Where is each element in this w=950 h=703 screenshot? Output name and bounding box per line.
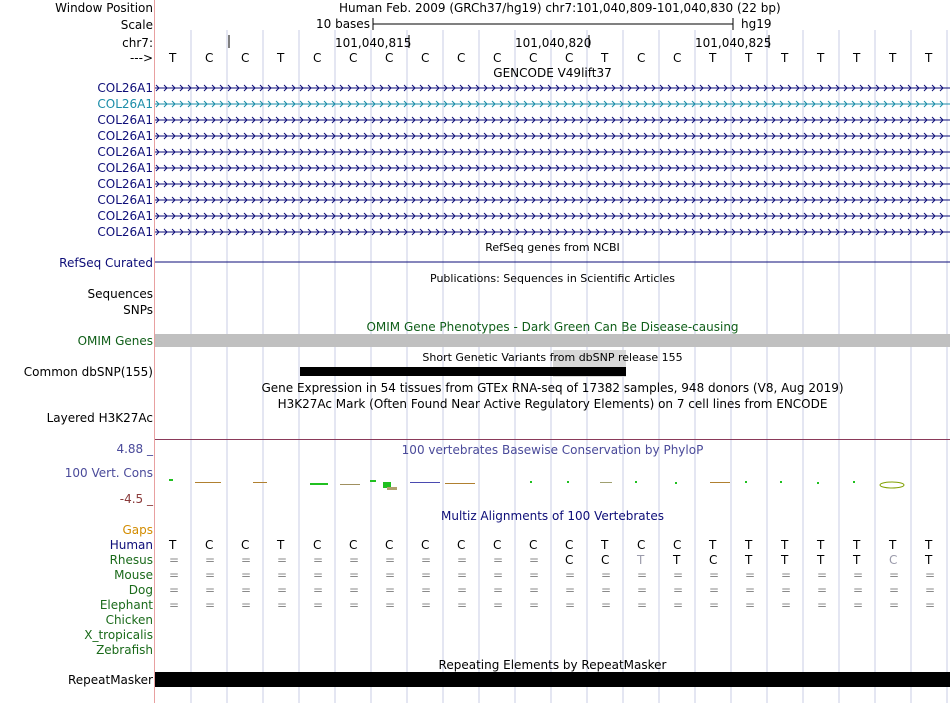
alignment-base: T bbox=[925, 553, 933, 567]
alignment-base: = bbox=[205, 568, 216, 582]
base-letter: C bbox=[457, 51, 466, 65]
alignment-base: C bbox=[601, 553, 610, 567]
alignment-base: T bbox=[277, 538, 285, 552]
alignment-base: = bbox=[457, 553, 468, 567]
h3k27ac-track-title[interactable]: H3K27Ac Mark (Often Found Near Active Regulatory Elements) on 7 cell lines from ENCODE bbox=[277, 397, 828, 411]
alignment-base: T bbox=[601, 538, 609, 552]
alignment-base: = bbox=[277, 553, 288, 567]
base-letter: C bbox=[565, 51, 574, 65]
conservation-mark bbox=[635, 481, 637, 483]
multiz-track-title[interactable]: Multiz Alignments of 100 Vertebrates bbox=[440, 509, 665, 523]
conservation-mark bbox=[445, 483, 475, 484]
conservation-mark bbox=[169, 479, 173, 481]
alignment-base: C bbox=[565, 553, 574, 567]
strand-label: ---> bbox=[129, 51, 153, 65]
alignment-base: = bbox=[889, 583, 900, 597]
conservation-mark bbox=[600, 482, 612, 483]
gencode-transcript-label[interactable]: COL26A1 bbox=[97, 193, 153, 207]
base-letter: T bbox=[709, 51, 717, 65]
gencode-transcript-label[interactable]: COL26A1 bbox=[97, 97, 153, 111]
alignment-base: = bbox=[529, 598, 540, 612]
alignment-base: T bbox=[673, 553, 681, 567]
alignment-base: C bbox=[313, 538, 322, 552]
dbsnp-label[interactable]: Common dbSNP(155) bbox=[23, 365, 153, 379]
base-letter: C bbox=[529, 51, 538, 65]
conservation-mark bbox=[817, 482, 819, 484]
alignment-base: = bbox=[313, 598, 324, 612]
alignment-base: T bbox=[745, 553, 753, 567]
alignment-base: C bbox=[565, 538, 574, 552]
alignment-base: T bbox=[925, 538, 933, 552]
alignment-base: = bbox=[745, 598, 756, 612]
repeatmasker-label[interactable]: RepeatMasker bbox=[67, 673, 153, 687]
snps-label[interactable]: SNPs bbox=[123, 303, 153, 317]
alignment-base: C bbox=[889, 553, 898, 567]
conservation-mark bbox=[387, 487, 397, 490]
alignment-base: = bbox=[925, 568, 936, 582]
alignment-base: = bbox=[313, 568, 324, 582]
dbsnp-track-title[interactable]: Short Genetic Variants from dbSNP release 155 bbox=[422, 351, 683, 364]
gencode-transcript-line[interactable] bbox=[155, 178, 950, 190]
omim-label[interactable]: OMIM Genes bbox=[77, 334, 153, 348]
alignment-base: = bbox=[637, 583, 648, 597]
alignment-base: T bbox=[745, 538, 753, 552]
alignment-base: = bbox=[385, 598, 396, 612]
alignment-base: = bbox=[313, 583, 324, 597]
gencode-transcript-line[interactable] bbox=[155, 98, 950, 110]
gencode-transcript-line[interactable] bbox=[155, 194, 950, 206]
position-101040825: 101,040,825 bbox=[695, 36, 772, 50]
publications-track-title[interactable]: Publications: Sequences in Scientific Articles bbox=[430, 272, 675, 285]
alignment-base: = bbox=[817, 568, 828, 582]
gencode-transcript-label[interactable]: COL26A1 bbox=[97, 161, 153, 175]
species-label[interactable]: Human bbox=[109, 538, 153, 552]
alignment-base: = bbox=[205, 553, 216, 567]
alignment-base: = bbox=[781, 583, 792, 597]
alignment-base: C bbox=[205, 538, 214, 552]
base-letter: T bbox=[889, 51, 897, 65]
alignment-base: = bbox=[853, 568, 864, 582]
position-101040820: 101,040,820 bbox=[515, 36, 592, 50]
alignment-base: C bbox=[421, 538, 430, 552]
base-letter: C bbox=[205, 51, 214, 65]
alignment-base: = bbox=[565, 598, 576, 612]
alignment-base: T bbox=[709, 538, 717, 552]
repeatmasker-bar[interactable] bbox=[155, 672, 950, 687]
alignment-base: = bbox=[817, 598, 828, 612]
omim-gene-bar[interactable] bbox=[155, 334, 950, 347]
alignment-base: = bbox=[421, 553, 432, 567]
alignment-base: C bbox=[709, 553, 718, 567]
conservation-mark bbox=[310, 483, 328, 485]
gtex-track-title[interactable]: Gene Expression in 54 tissues from GTEx RNA-seq of 17382 samples, 948 donors (V8, Aug 2019) bbox=[261, 381, 844, 395]
gencode-transcript-line[interactable] bbox=[155, 162, 950, 174]
alignment-base: T bbox=[817, 538, 825, 552]
window-position-title[interactable]: Human Feb. 2009 (GRCh37/hg19) chr7:101,040,809-101,040,830 (22 bp) bbox=[339, 1, 781, 15]
alignment-base: C bbox=[673, 538, 682, 552]
conservation-mark bbox=[253, 482, 267, 483]
alignment-base: T bbox=[853, 538, 861, 552]
gencode-transcript-line[interactable] bbox=[155, 146, 950, 158]
gencode-transcript-line[interactable] bbox=[155, 114, 950, 126]
base-letter: T bbox=[277, 51, 285, 65]
base-letter: C bbox=[241, 51, 250, 65]
conservation-mark bbox=[370, 480, 376, 482]
gencode-transcript-line[interactable] bbox=[155, 226, 950, 238]
gencode-track-title[interactable]: GENCODE V49lift37 bbox=[493, 66, 612, 80]
scale-bar bbox=[155, 16, 950, 32]
scale-text: 10 bases bbox=[316, 17, 370, 31]
alignment-base: = bbox=[529, 553, 540, 567]
alignment-base: = bbox=[565, 583, 576, 597]
alignment-base: = bbox=[349, 583, 360, 597]
base-letter: C bbox=[637, 51, 646, 65]
gencode-transcript-label[interactable]: COL26A1 bbox=[97, 177, 153, 191]
alignment-base: = bbox=[457, 568, 468, 582]
alignment-base: = bbox=[817, 583, 828, 597]
conservation-mark bbox=[340, 484, 360, 485]
omim-track-title[interactable]: OMIM Gene Phenotypes - Dark Green Can Be Disease-causing bbox=[366, 320, 739, 334]
alignment-base: = bbox=[169, 568, 180, 582]
alignment-base: = bbox=[205, 583, 216, 597]
conservation-mark bbox=[745, 481, 747, 483]
base-letter: T bbox=[817, 51, 825, 65]
alignment-base: = bbox=[601, 568, 612, 582]
alignment-base: = bbox=[241, 568, 252, 582]
gencode-transcript-label[interactable]: COL26A1 bbox=[97, 129, 153, 143]
alignment-base: = bbox=[709, 598, 720, 612]
alignment-base: = bbox=[349, 598, 360, 612]
refseq-label[interactable]: RefSeq Curated bbox=[59, 256, 153, 270]
refseq-track-title[interactable]: RefSeq genes from NCBI bbox=[485, 241, 620, 254]
alignment-base: = bbox=[493, 583, 504, 597]
alignment-base: = bbox=[241, 598, 252, 612]
alignment-base: = bbox=[385, 583, 396, 597]
alignment-base: = bbox=[493, 598, 504, 612]
alignment-base: = bbox=[637, 598, 648, 612]
base-letter: C bbox=[673, 51, 682, 65]
species-label[interactable]: Elephant bbox=[99, 598, 153, 612]
alignment-base: = bbox=[637, 568, 648, 582]
assembly-label: hg19 bbox=[741, 17, 772, 31]
alignment-base: = bbox=[889, 568, 900, 582]
alignment-base: = bbox=[421, 568, 432, 582]
species-label[interactable]: Rhesus bbox=[109, 553, 153, 567]
repeatmasker-track-title[interactable]: Repeating Elements by RepeatMasker bbox=[438, 658, 667, 672]
alignment-base: = bbox=[421, 583, 432, 597]
alignment-base: = bbox=[277, 568, 288, 582]
alignment-base: C bbox=[349, 538, 358, 552]
alignment-base: = bbox=[853, 598, 864, 612]
alignment-base: = bbox=[529, 583, 540, 597]
base-letter: C bbox=[421, 51, 430, 65]
base-letter: T bbox=[745, 51, 753, 65]
conservation-mark bbox=[780, 481, 782, 483]
alignment-base: = bbox=[601, 598, 612, 612]
alignment-base: = bbox=[925, 583, 936, 597]
h3k27ac-baseline bbox=[155, 439, 950, 440]
alignment-base: T bbox=[637, 553, 645, 567]
alignment-base: T bbox=[817, 553, 825, 567]
alignment-base: = bbox=[601, 583, 612, 597]
alignment-base: = bbox=[241, 553, 252, 567]
alignment-base: = bbox=[277, 583, 288, 597]
alignment-base: = bbox=[169, 553, 180, 567]
species-label[interactable]: X_tropicalis bbox=[84, 628, 153, 642]
alignment-base: = bbox=[673, 598, 684, 612]
base-letter: T bbox=[781, 51, 789, 65]
alignment-base: = bbox=[205, 598, 216, 612]
alignment-base: = bbox=[709, 568, 720, 582]
alignment-base: = bbox=[385, 553, 396, 567]
species-label[interactable]: Chicken bbox=[105, 613, 153, 627]
base-letter: T bbox=[925, 51, 933, 65]
conservation-label[interactable]: 100 Vert. Cons bbox=[64, 466, 153, 480]
conservation-mark bbox=[530, 481, 532, 483]
alignment-base: C bbox=[241, 538, 250, 552]
alignment-base: = bbox=[457, 598, 468, 612]
alignment-base: C bbox=[385, 538, 394, 552]
conservation-max: 4.88 _ bbox=[116, 442, 153, 456]
gencode-transcript-line[interactable] bbox=[155, 82, 950, 94]
conservation-mark bbox=[567, 481, 569, 483]
alignment-base: = bbox=[169, 583, 180, 597]
alignment-base: T bbox=[889, 538, 897, 552]
base-letter: T bbox=[169, 51, 177, 65]
chrom-label: chr7: bbox=[122, 36, 153, 50]
base-letter: T bbox=[853, 51, 861, 65]
alignment-base: T bbox=[781, 553, 789, 567]
sequences-label[interactable]: Sequences bbox=[87, 287, 153, 301]
alignment-base: T bbox=[853, 553, 861, 567]
alignment-base: = bbox=[745, 583, 756, 597]
gencode-transcript-label[interactable]: COL26A1 bbox=[97, 225, 153, 239]
alignment-base: T bbox=[781, 538, 789, 552]
conservation-mark bbox=[195, 482, 221, 483]
conservation-mark bbox=[675, 482, 677, 484]
alignment-base: C bbox=[529, 538, 538, 552]
conservation-mark bbox=[410, 482, 440, 483]
alignment-base: T bbox=[169, 538, 177, 552]
gencode-transcript-label[interactable]: COL26A1 bbox=[97, 81, 153, 95]
alignment-base: = bbox=[529, 568, 540, 582]
alignment-base: C bbox=[637, 538, 646, 552]
scale-label: Scale bbox=[120, 18, 153, 32]
conservation-plot[interactable] bbox=[155, 474, 950, 494]
alignment-base: = bbox=[925, 598, 936, 612]
alignment-base: = bbox=[853, 583, 864, 597]
conservation-mark bbox=[880, 482, 904, 488]
base-letter: T bbox=[601, 51, 609, 65]
alignment-base: = bbox=[565, 568, 576, 582]
alignment-base: = bbox=[241, 583, 252, 597]
alignment-base: = bbox=[673, 583, 684, 597]
alignment-base: = bbox=[385, 568, 396, 582]
alignment-base: = bbox=[457, 583, 468, 597]
base-letter: C bbox=[349, 51, 358, 65]
gencode-transcript-line[interactable] bbox=[155, 130, 950, 142]
gencode-transcript-label[interactable]: COL26A1 bbox=[97, 113, 153, 127]
gencode-transcript-label[interactable]: COL26A1 bbox=[97, 145, 153, 159]
conservation-mark bbox=[853, 481, 855, 483]
alignment-base: C bbox=[457, 538, 466, 552]
alignment-base: = bbox=[745, 568, 756, 582]
alignment-base: = bbox=[889, 598, 900, 612]
alignment-base: = bbox=[493, 568, 504, 582]
species-label[interactable]: Dog bbox=[128, 583, 153, 597]
base-letter: C bbox=[313, 51, 322, 65]
alignment-base: = bbox=[349, 553, 360, 567]
gencode-transcript-line[interactable] bbox=[155, 210, 950, 222]
refseq-gene-line[interactable] bbox=[155, 256, 950, 270]
conservation-mark bbox=[710, 482, 730, 483]
gencode-transcript-label[interactable]: COL26A1 bbox=[97, 209, 153, 223]
position-101040815: 101,040,815 bbox=[335, 36, 412, 50]
base-letter: C bbox=[385, 51, 394, 65]
alignment-base: = bbox=[781, 568, 792, 582]
alignment-base: = bbox=[421, 598, 432, 612]
alignment-base: = bbox=[313, 553, 324, 567]
conservation-track-title[interactable]: 100 vertebrates Basewise Conservation by PhyloP bbox=[401, 443, 704, 457]
species-label[interactable]: Zebrafish bbox=[96, 643, 153, 657]
window-position-label: Window Position bbox=[55, 1, 153, 15]
h3k27ac-label[interactable]: Layered H3K27Ac bbox=[46, 411, 153, 425]
alignment-base: C bbox=[493, 538, 502, 552]
alignment-base: = bbox=[169, 598, 180, 612]
dbsnp-variant-bar[interactable] bbox=[300, 367, 626, 376]
alignment-base: = bbox=[493, 553, 504, 567]
alignment-base: = bbox=[673, 568, 684, 582]
species-label[interactable]: Mouse bbox=[114, 568, 153, 582]
alignment-base: = bbox=[349, 568, 360, 582]
gaps-label[interactable]: Gaps bbox=[122, 523, 153, 537]
conservation-min: -4.5 _ bbox=[119, 492, 153, 506]
alignment-base: = bbox=[781, 598, 792, 612]
alignment-base: = bbox=[277, 598, 288, 612]
base-letter: C bbox=[493, 51, 502, 65]
alignment-base: = bbox=[709, 583, 720, 597]
